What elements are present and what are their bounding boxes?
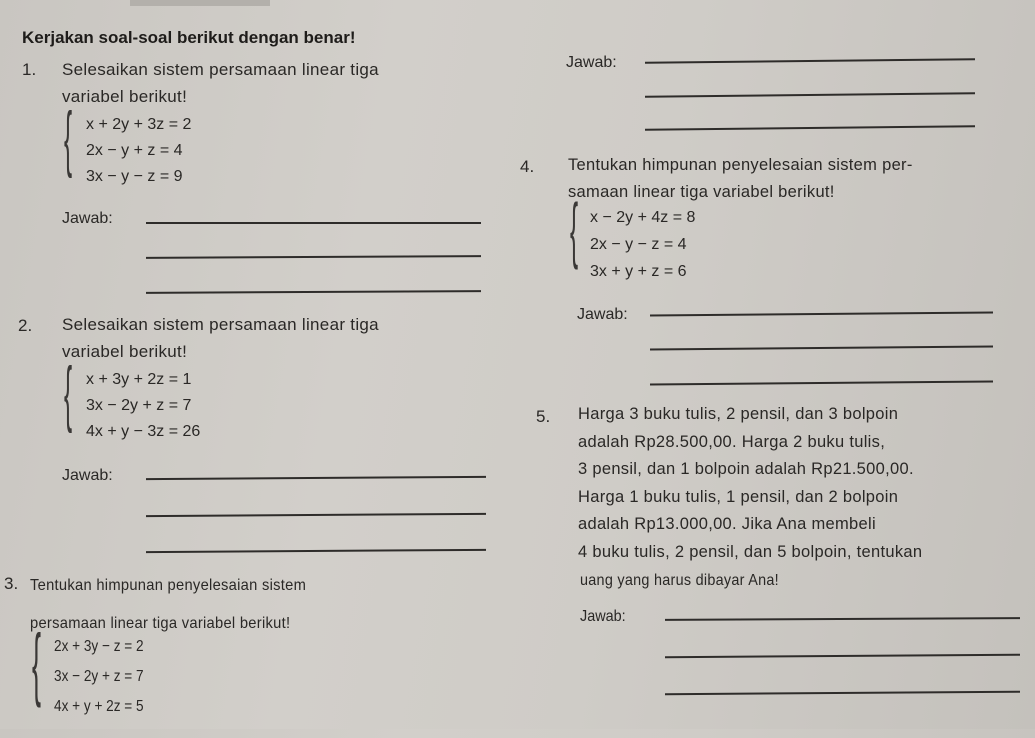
q2-equation-system — [64, 353, 201, 445]
q5-line-3: 3 pensil, dan 1 bolpoin adalah Rp21.500,00. — [578, 460, 914, 478]
q2-answer-line-1[interactable] — [146, 476, 486, 480]
q1-answer-line-2[interactable] — [146, 255, 481, 258]
q2-eq3: 4x + y − 3z = 26 — [86, 423, 201, 440]
q1-answer-line-1[interactable] — [146, 222, 481, 224]
q4-eq1: x − 2y + 4z = 8 — [590, 209, 696, 226]
q1-text-line1: Selesaikan sistem persamaan linear tiga — [62, 60, 379, 79]
q5-answer-line-3[interactable] — [665, 691, 1020, 695]
q3-text-line1: Tentukan himpunan penyelesaian sistem — [30, 577, 307, 594]
q3-number: 3. — [4, 574, 19, 593]
q3-answer-line-1[interactable] — [645, 58, 975, 63]
q3-text-line2: persamaan linear tiga variabel berikut! — [30, 615, 291, 632]
q3-eq3: 4x + y + 2z = 5 — [54, 698, 144, 715]
q5-answer-line-1[interactable] — [665, 617, 1020, 620]
q5-answer-label: Jawab: — [580, 608, 626, 625]
q5-line-5: adalah Rp13.000,00. Jika Ana membeli — [578, 515, 876, 533]
q2-text — [62, 311, 379, 365]
q4-equation-system — [570, 189, 696, 285]
q4-number: 4. — [520, 157, 535, 176]
q4-text-line2: samaan linear tiga variabel berikut! — [568, 183, 835, 201]
q1-eq1: x + 2y + 3z = 2 — [86, 116, 192, 133]
q2-answer-line-2[interactable] — [146, 513, 486, 517]
q4-text-line1: Tentukan himpunan penyelesaian sistem per- — [568, 156, 913, 174]
q4-eq3: 3x + y + z = 6 — [590, 263, 687, 280]
q4-answer-line-3[interactable] — [650, 381, 993, 385]
q5-line-7: uang yang harus dibayar Ana! — [580, 572, 779, 589]
q3-answer-line-3[interactable] — [645, 125, 975, 130]
q3-equation-system — [32, 617, 159, 722]
q2-number: 2. — [18, 316, 33, 335]
q2-answer-line-3[interactable] — [146, 549, 486, 553]
q5-line-4: Harga 1 buku tulis, 1 pensil, dan 2 bolpoin — [578, 487, 899, 506]
q5-answer-line-2[interactable] — [665, 654, 1020, 658]
q3-eq2: 3x − 2y + z = 7 — [54, 668, 144, 685]
q4-text — [568, 152, 913, 206]
q5-number: 5. — [536, 407, 551, 426]
q3-answer-line-2[interactable] — [645, 92, 975, 97]
page-edge-strip — [130, 0, 270, 6]
q5-line-2: adalah Rp28.500,00. Harga 2 buku tulis, — [578, 432, 886, 451]
q2-eq2: 3x − 2y + z = 7 — [86, 397, 192, 414]
q1-equation-system — [64, 98, 192, 190]
q5-text — [578, 401, 922, 566]
q4-eq2: 2x − y − z = 4 — [590, 236, 687, 253]
q1-answer-label: Jawab: — [62, 210, 113, 227]
brace-icon: { — [32, 617, 42, 709]
q4-answer-line-2[interactable] — [650, 346, 993, 350]
q2-text-line1: Selesaikan sistem persamaan linear tiga — [62, 315, 379, 334]
q1-number: 1. — [22, 60, 37, 79]
q4-answer-label: Jawab: — [577, 306, 628, 323]
q1-text-line2: variabel berikut! — [62, 87, 188, 106]
q4-answer-line-1[interactable] — [650, 312, 993, 316]
q2-eq1: x + 3y + 2z = 1 — [86, 371, 192, 388]
q1-text — [62, 56, 379, 110]
brace-icon: { — [64, 98, 73, 180]
q1-answer-line-3[interactable] — [146, 290, 481, 293]
q5-line-1: Harga 3 buku tulis, 2 pensil, dan 3 bolpoin — [578, 405, 899, 423]
page-heading: Kerjakan soal-soal berikut dengan benar! — [22, 28, 356, 47]
q1-eq3: 3x − y − z = 9 — [86, 168, 183, 185]
q3-eq1: 2x + 3y − z = 2 — [54, 638, 144, 655]
q2-text-line2: variabel berikut! — [62, 342, 188, 361]
brace-icon: { — [64, 353, 73, 435]
brace-icon: { — [570, 189, 579, 271]
q3-answer-label-top: Jawab: — [566, 54, 617, 71]
q5-line-6: 4 buku tulis, 2 pensil, dan 5 bolpoin, tentukan — [578, 542, 923, 561]
q2-answer-label: Jawab: — [62, 467, 113, 484]
q1-eq2: 2x − y + z = 4 — [86, 142, 183, 159]
